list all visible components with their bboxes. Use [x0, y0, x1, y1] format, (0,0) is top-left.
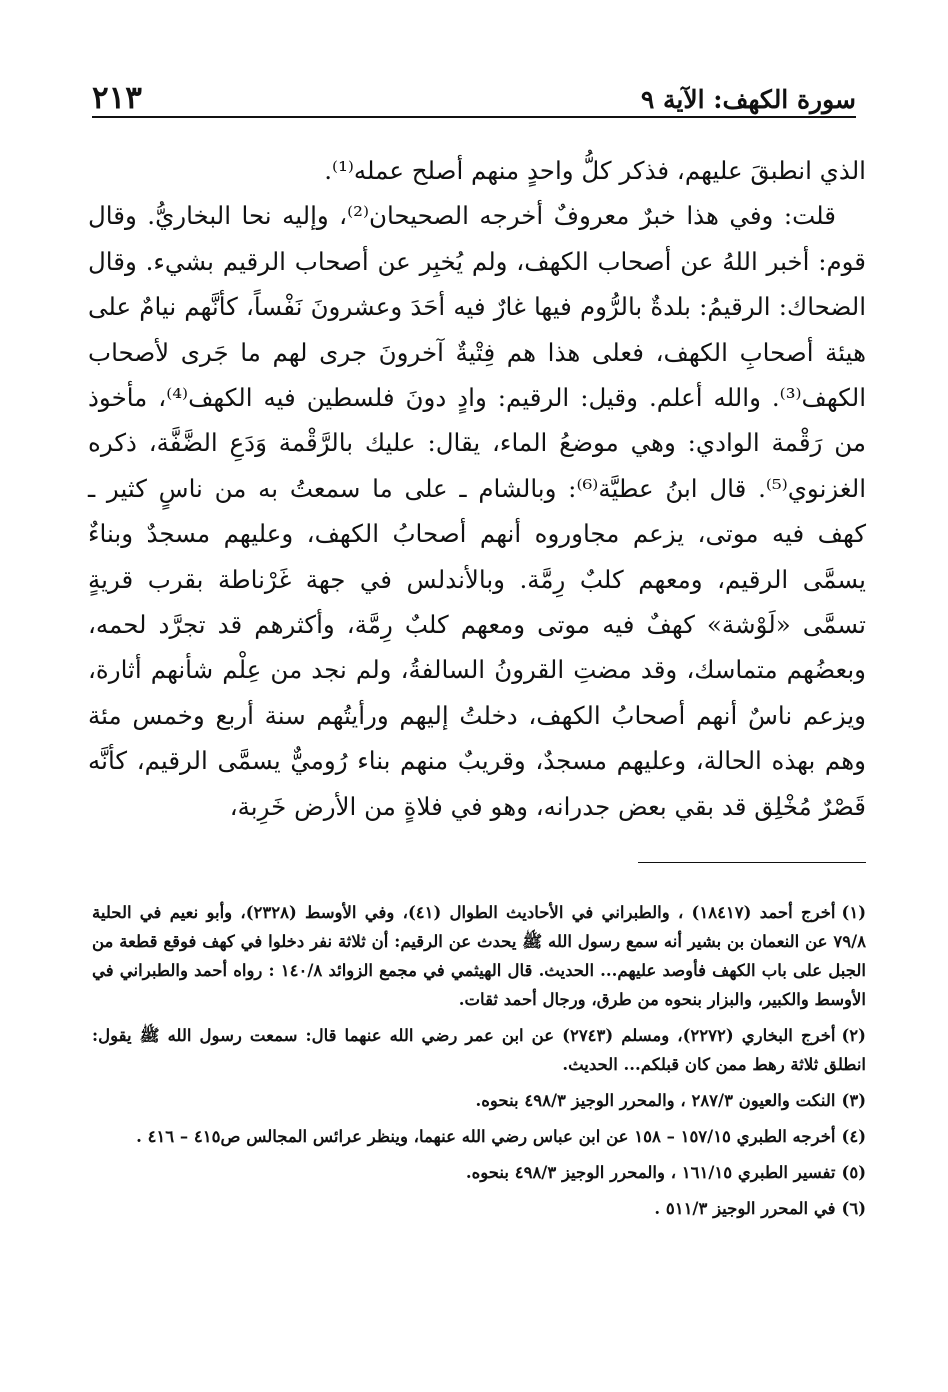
footnote-text: تفسير الطبري ١٦١/١٥ ، والمحرر الوجيز ٤٩٨/٣ بنحوه. [465, 1163, 836, 1182]
footnote-text: في المحرر الوجيز ٥١١/٣ . [654, 1199, 836, 1218]
footnote [92, 898, 866, 1014]
footnote-number: (٤) [841, 1127, 866, 1146]
main-text [88, 148, 866, 829]
footnote-divider [638, 862, 866, 863]
footnote-number: (٥) [841, 1163, 866, 1182]
footnote-number: (١) [841, 903, 866, 922]
running-head: سورة الكهف: الآية ٩ [640, 85, 856, 114]
paragraph: الذي انطبقَ عليهم، فذكر كلُّ واحدٍ منهم أصلح عمله⁽¹⁾. [324, 156, 866, 185]
footnote-text: أخرج أحمد (١٨٤١٧) ، والطبراني في الأحاديث الطوال (٤١)، وفي الأوسط (٢٣٢٨)، وأبو نعيم في الحلية ٧٩/٨ عن النعمان بن بشير أنه سمع رسول الله ﷺ يحدث عن الرقيم: أن ثلاثة نفر دخلوا في كهف فوقع قطعة من الجبل على باب الكهف فأوصد عليهم... الحديث. قال الهيثمي في مجمع الزوائد ١٤٠/٨ : رواه أحمد والطبراني في الأوسط والكبير، والبزار بنحوه من طرق، ورجال أحمد ثقات. [92, 903, 866, 1009]
page-header [92, 72, 856, 118]
paragraph: قلت: وفي هذا خبرٌ معروفٌ أخرجه الصحيحان⁽²⁾، وإليه نحا البخاريُّ. وقال قوم: أخبر اللهُ عن أصحاب الكهف، ولم يُخبِر عن أصحاب الرقيم بشيء. وقال الضحاك: الرقيمُ: بلدةٌ بالرُّوم فيها غارٌ فيه أحَدَ وعشرونَ نَفْساً، كأنَّهم نيامٌ على هيئة أصحابِ الكهف، فعلى هذا هم فِتْيةٌ آخرونَ جرى لهم ما جَرى لأصحاب الكهف⁽³⁾. والله أعلم. وقيل: الرقيم: وادٍ دونَ فلسطين فيه الكهف⁽⁴⁾، مأخوذ من رَقْمة الوادي: وهي موضعُ الماء، يقال: عليك بالرَّقْمة وَدَعِ الضَّفَّة، ذكره الغزنوي⁽⁵⁾. قال ابنُ عطيَّة⁽⁶⁾: وبالشام ـ على ما سمعتُ به من ناسٍ كثير ـ كهف فيه موتى، يزعم مجاوروه أنهم أصحابُ الكهف، وعليهم مسجدٌ وبناءٌ يسمَّى الرقيم، ومعهم كلبٌ رِمَّة. وبالأندلس في جهة غَرْناطة بقرب قريةٍ تسمَّى «لَوْشة» كهفٌ فيه موتى ومعهم كلبٌ رِمَّة، وأكثرهم قد تجرَّد لحمه، وبعضُهم متماسك، وقد مضتِ القرونُ السالفةُ، ولم نجد من عِلْم شأنهم أثارة، ويزعم ناسٌ أنهم أصحابُ الكهف، دخلتُ إليهم ورأيتُهم سنة أربع وخمس مئة وهم بهذه الحالة، وعليهم مسجدٌ، وقريبٌ منهم بناء رُوميٌّ يسمَّى الرقيم، كأنَّه قَصْرٌ مُخْلِق قد بقي بعض جدرانه، وهو في فلاةٍ من الأرض خَرِبة، [88, 201, 867, 821]
footnote [92, 1158, 866, 1187]
footnote [92, 1194, 866, 1223]
footnote-number: (٣) [841, 1091, 866, 1110]
footnote-text: النكت والعيون ٢٨٧/٣ ، والمحرر الوجيز ٤٩٨/٣ بنحوه. [475, 1091, 836, 1110]
footnote-number: (٦) [841, 1199, 866, 1218]
page-number: ٢١٣ [92, 80, 142, 116]
footnote [92, 1122, 866, 1151]
footnote [92, 1086, 866, 1115]
footnotes [92, 898, 866, 1230]
footnote [92, 1021, 866, 1079]
footnote-text: أخرج البخاري (٢٢٧٢)، ومسلم (٢٧٤٣) عن ابن عمر رضي الله عنهما قال: سمعت رسول الله ﷺ يقول: انطلق ثلاثة رهط ممن كان قبلكم... الحديث. [92, 1026, 866, 1074]
footnote-text: أخرجه الطبري ١٥٧/١٥ – ١٥٨ عن ابن عباس رضي الله عنهما، وينظر عرائس المجالس ص٤١٥ – ٤١٦ . [136, 1127, 836, 1146]
footnote-number: (٢) [841, 1026, 866, 1045]
